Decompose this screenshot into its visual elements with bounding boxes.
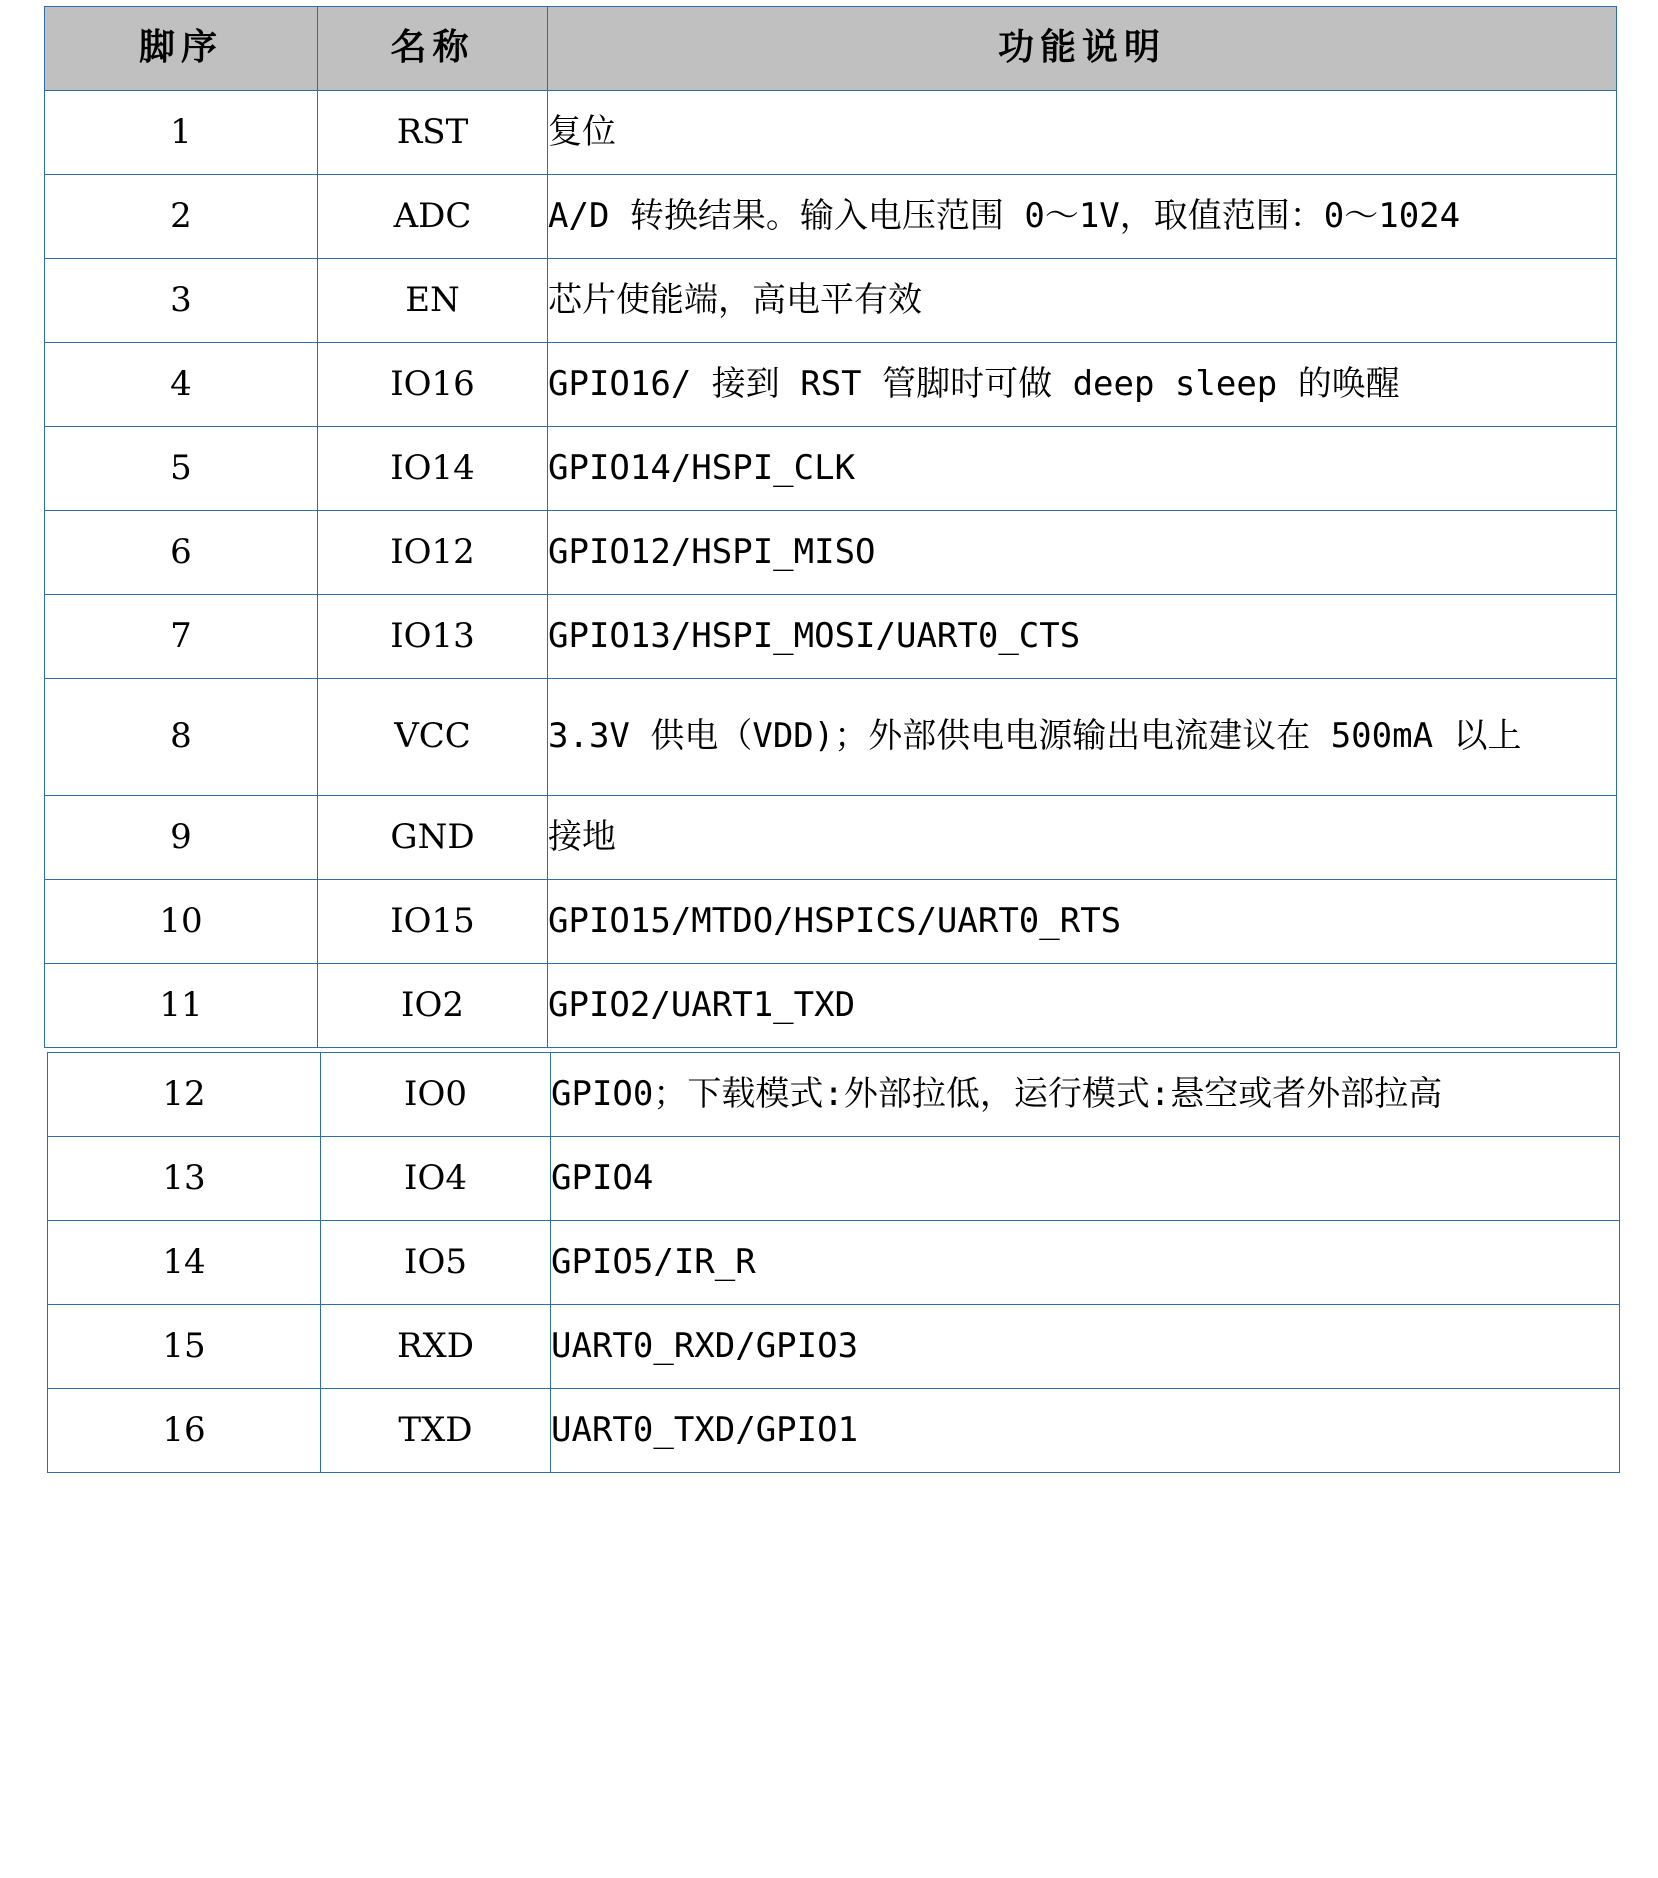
- table-row: [48, 1305, 1620, 1389]
- pin-function: GPIO14/HSPI_CLK: [548, 427, 1617, 511]
- pin-name: TXD: [321, 1389, 551, 1473]
- pin-name: IO5: [321, 1221, 551, 1305]
- pin-name: IO14: [318, 427, 548, 511]
- table-row: [48, 1389, 1620, 1473]
- pin-function: GPIO15/MTDO/HSPICS/UART0_RTS: [548, 880, 1617, 964]
- pin-number: 14: [48, 1221, 321, 1305]
- table-row: [45, 796, 1617, 880]
- pin-function: GPIO13/HSPI_MOSI/UART0_CTS: [548, 595, 1617, 679]
- pin-number: 8: [45, 679, 318, 796]
- table-row: [45, 679, 1617, 796]
- pin-number: 12: [48, 1053, 321, 1137]
- table-row: [48, 1221, 1620, 1305]
- pin-function: GPIO5/IR_R: [551, 1221, 1620, 1305]
- pin-number: 13: [48, 1137, 321, 1221]
- pin-name: IO0: [321, 1053, 551, 1137]
- pin-number: 15: [48, 1305, 321, 1389]
- pin-function: 芯片使能端，高电平有效: [548, 259, 1617, 343]
- table-row: [45, 595, 1617, 679]
- pin-number: 1: [45, 91, 318, 175]
- pin-name: IO15: [318, 880, 548, 964]
- header-pin-number: 脚序: [45, 7, 318, 91]
- pin-number: 9: [45, 796, 318, 880]
- pin-name: EN: [318, 259, 548, 343]
- pin-table-part2: [47, 1052, 1620, 1473]
- pin-number: 3: [45, 259, 318, 343]
- pin-number: 6: [45, 511, 318, 595]
- pin-number: 5: [45, 427, 318, 511]
- pin-name: GND: [318, 796, 548, 880]
- pin-name: ADC: [318, 175, 548, 259]
- table-row: [45, 427, 1617, 511]
- pin-function: GPIO0；下载模式:外部拉低，运行模式:悬空或者外部拉高: [551, 1053, 1620, 1137]
- table-row: [45, 880, 1617, 964]
- pin-number: 4: [45, 343, 318, 427]
- pin-name: IO12: [318, 511, 548, 595]
- pin-function: GPIO12/HSPI_MISO: [548, 511, 1617, 595]
- pin-table-part1: [44, 6, 1617, 1048]
- pin-function: 接地: [548, 796, 1617, 880]
- header-pin-name: 名称: [318, 7, 548, 91]
- pin-name: RXD: [321, 1305, 551, 1389]
- table-row: [45, 511, 1617, 595]
- table-row: [45, 175, 1617, 259]
- pin-function: 复位: [548, 91, 1617, 175]
- pin-name: RST: [318, 91, 548, 175]
- pin-number: 2: [45, 175, 318, 259]
- table-row: [45, 259, 1617, 343]
- pin-name: IO16: [318, 343, 548, 427]
- table-row: [48, 1137, 1620, 1221]
- pin-name: IO13: [318, 595, 548, 679]
- pin-function: A/D 转换结果。输入电压范围 0～1V，取值范围：0～1024: [548, 175, 1617, 259]
- pin-name: IO2: [318, 964, 548, 1048]
- table-row: [45, 91, 1617, 175]
- table-row: [45, 343, 1617, 427]
- table-row: [45, 964, 1617, 1048]
- pin-function: UART0_TXD/GPIO1: [551, 1389, 1620, 1473]
- pin-number: 11: [45, 964, 318, 1048]
- header-function: 功能说明: [548, 7, 1617, 91]
- pin-function: GPIO2/UART1_TXD: [548, 964, 1617, 1048]
- table-header-row: [45, 7, 1617, 91]
- pin-number: 10: [45, 880, 318, 964]
- pin-function: GPIO4: [551, 1137, 1620, 1221]
- pin-name: IO4: [321, 1137, 551, 1221]
- pin-name: VCC: [318, 679, 548, 796]
- pin-function: 3.3V 供电（VDD)；外部供电电源输出电流建议在 500mA 以上: [548, 679, 1617, 796]
- pin-function: UART0_RXD/GPIO3: [551, 1305, 1620, 1389]
- pin-number: 7: [45, 595, 318, 679]
- pin-function: GPIO16/ 接到 RST 管脚时可做 deep sleep 的唤醒: [548, 343, 1617, 427]
- pin-number: 16: [48, 1389, 321, 1473]
- table-row: [48, 1053, 1620, 1137]
